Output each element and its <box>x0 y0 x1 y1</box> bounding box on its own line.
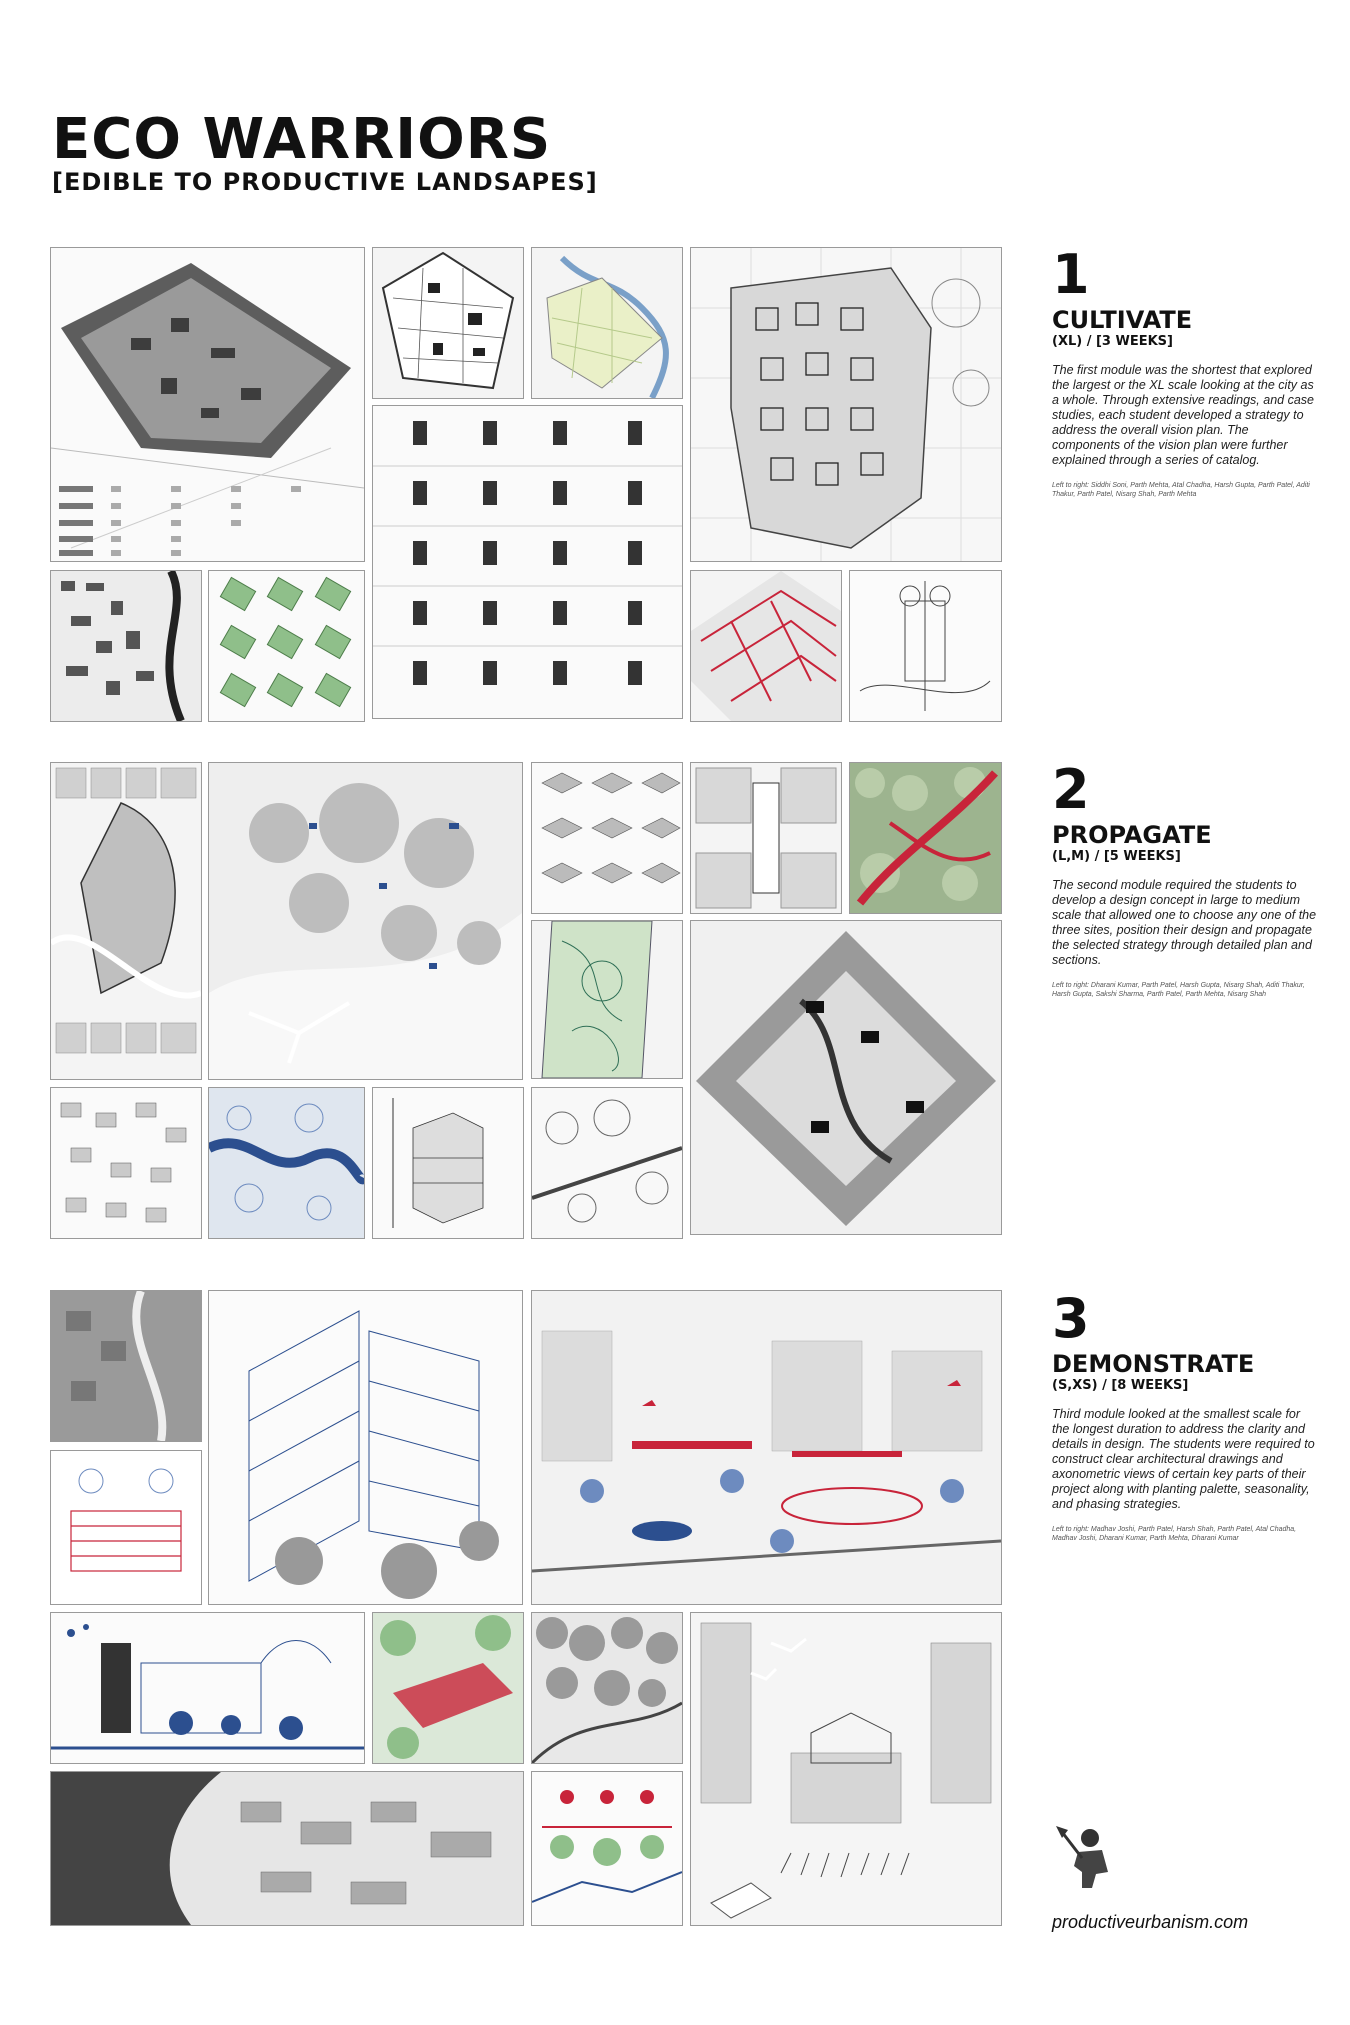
housing-cluster-sketch <box>50 1087 202 1239</box>
module-3 <box>1052 1287 1320 1544</box>
urban-grid-plan <box>50 762 202 1080</box>
forest-hillside-view <box>531 1612 683 1764</box>
eco-warrior-logo-icon <box>1052 1822 1122 1892</box>
street-perspective-sketch <box>531 1087 683 1239</box>
junction-plan <box>690 762 842 914</box>
module-credits: Left to right: Dharani Kumar, Parth Patel, Harsh Gupta, Nisarg Shah, Aditi Thakur, Harsh Gupta, Sakshi Sharma, Parth Patel, Parth Mehta, Nisarg Shah <box>1052 982 1305 998</box>
red-pink-terrace-perspective <box>50 1450 202 1605</box>
green-park-plan <box>531 920 683 1079</box>
module-2 <box>1052 758 1320 1000</box>
module-number: 3 <box>1052 1287 1090 1350</box>
red-deck-green-perspective <box>372 1612 524 1764</box>
red-network-axonometric <box>690 570 842 722</box>
planting-section-chart <box>531 1771 683 1926</box>
page-subtitle: [EDIBLE TO PRODUCTIVE LANDSAPES] <box>52 168 598 196</box>
module-scale: (L,M) / [5 WEEKS] <box>1052 849 1181 865</box>
blue-rooftop-elevation <box>50 1612 365 1764</box>
module1-strategy-map <box>690 247 1002 562</box>
module-description: The first module was the shortest that explored the largest or the XL scale looking at the city as a whole. Through extensive readings, and case studies, each student developed a strategy to address the overall vision plan. The components of the vision plan were further explained through a series of catalog. <box>1052 363 1314 468</box>
module-name: PROPAGATE <box>1052 821 1212 849</box>
red-corridor-green-map <box>849 762 1002 914</box>
urban-farm-perspective <box>690 1612 1002 1926</box>
vertical-farm-axonometric <box>208 1290 523 1605</box>
module-number: 1 <box>1052 243 1090 306</box>
module-number: 2 <box>1052 758 1090 821</box>
module2-master-plan <box>690 920 1002 1235</box>
module-name: DEMONSTRATE <box>1052 1350 1255 1378</box>
green-block-catalog <box>208 570 365 722</box>
module-1 <box>1052 243 1320 500</box>
module-credits: Left to right: Madhav Joshi, Parth Patel, Harsh Shah, Parth Patel, Atal Chadha, Madhav Joshi, Dharani Kumar, Parth Mehta, Dharani Kumar <box>1052 1526 1297 1542</box>
module-description: The second module required the students to develop a design concept in large to medium scale that allowed one to choose any one of the three sites, position their design and propagate the selected strategy through detailed plan and sections. <box>1052 878 1317 968</box>
module-scale: (S,XS) / [8 WEEKS] <box>1052 1378 1189 1394</box>
grid-density-plan <box>50 570 202 722</box>
site-figure-ground-plan <box>372 247 524 399</box>
curved-aerial-view <box>50 1771 524 1926</box>
module-description: Third module looked at the smallest scale for the longest duration to address the clarity and details in design. The students were required to construct clear architectural drawings and axonometric views of certain key parts of their project along with planting palette, seasonality, and phasing strategies. <box>1052 1407 1315 1512</box>
park-red-pavilions-perspective <box>531 1290 1002 1605</box>
website-link[interactable]: productiveurbanism.com <box>1052 1912 1249 1932</box>
catalog-matrix <box>372 405 683 719</box>
module-scale: (XL) / [3 WEEKS] <box>1052 334 1173 350</box>
page-title: ECO WARRIORS <box>52 107 552 172</box>
landscape-aerial-with-bird <box>208 762 523 1080</box>
vision-plan-axonometric <box>50 247 365 562</box>
module-name: CULTIVATE <box>1052 306 1193 334</box>
tilted-map-sketch <box>50 1290 202 1442</box>
tower-sketch <box>849 570 1002 722</box>
module-credits: Left to right: Siddhi Soni, Parth Mehta, Atal Chadha, Harsh Gupta, Parth Patel, Aditi Thakur, Parth Patel, Nisarg Shah, Parth Mehta <box>1052 482 1310 498</box>
blue-water-plan <box>208 1087 365 1239</box>
typology-axonometrics <box>531 762 683 914</box>
building-section-axon <box>372 1087 524 1239</box>
site-color-plan <box>531 247 683 399</box>
